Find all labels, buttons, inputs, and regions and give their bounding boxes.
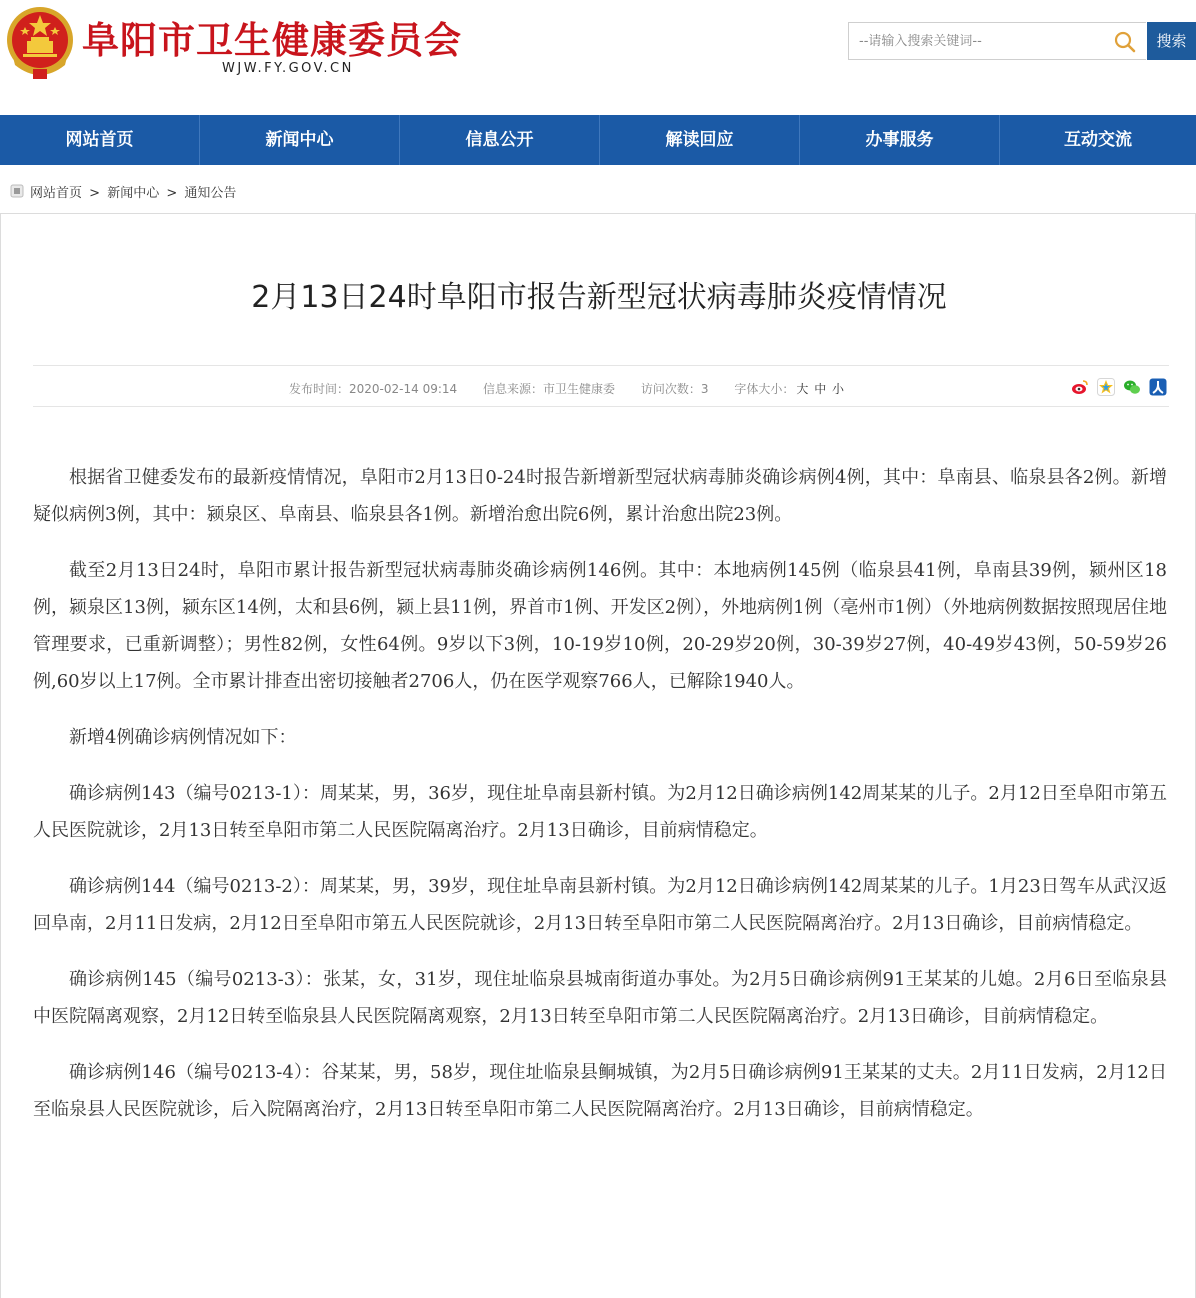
- site-header: [0, 0, 1196, 115]
- breadcrumb-separator: >: [166, 186, 178, 201]
- article-container: [0, 213, 1196, 1298]
- nav-item-news[interactable]: 新闻中心: [200, 115, 400, 165]
- article-paragraph: 确诊病例144（编号0213-2）：周某某，男，39岁，现住址阜南县新村镇。为2月12日确诊病例142周某某的儿子。1月23日驾车从武汉返回阜南，2月11日发病，2月12日至阜阳市第五人民医院就诊，2月13日转至阜阳市第二人民医院隔离治疗。2月13日确诊，目前病情稳定。: [33, 876, 1167, 934]
- breadcrumb-item-news[interactable]: 新闻中心: [107, 186, 160, 201]
- article-paragraph: 确诊病例145（编号0213-3）：张某，女，31岁，现住址临泉县城南街道办事处。为2月5日确诊病例91王某某的儿媳。2月6日至临泉县中医院隔离观察，2月12日转至临泉县人民医院隔离观察，2月13日转至阜阳市第二人民医院隔离治疗。2月13日确诊，目前病情稳定。: [33, 969, 1167, 1027]
- publish-time: 2020-02-14 09:14: [349, 382, 458, 396]
- site-domain: WJW.FY.GOV.CN: [222, 61, 354, 76]
- article-meta: [33, 365, 1169, 407]
- renren-icon[interactable]: [1149, 378, 1167, 396]
- search-input[interactable]: [849, 23, 1104, 59]
- breadcrumb-separator: >: [89, 186, 101, 201]
- breadcrumb: [0, 165, 1196, 213]
- source-label: 信息来源：: [482, 382, 543, 396]
- article-paragraph: 确诊病例146（编号0213-4）：谷某某，男，58岁，现住址临泉县鲖城镇，为2月5日确诊病例91王某某的丈夫。2月11日发病，2月12日至临泉县人民医院就诊，后入院隔离治疗，2月13日转至阜阳市第二人民医院隔离治疗。2月13日确诊，目前病情稳定。: [33, 1062, 1167, 1120]
- wechat-icon[interactable]: [1123, 378, 1141, 396]
- nav-item-interpretation[interactable]: 解读回应: [600, 115, 800, 165]
- home-icon: [10, 184, 24, 198]
- publish-time-label: 发布时间：: [289, 382, 350, 396]
- breadcrumb-item-notices[interactable]: 通知公告: [184, 186, 237, 201]
- search-box: [848, 22, 1146, 60]
- nav-item-home[interactable]: 网站首页: [0, 115, 200, 165]
- font-size-large-button[interactable]: 大: [796, 382, 809, 396]
- share-bar: [1071, 378, 1167, 396]
- site-title[interactable]: 阜阳市卫生健康委员会: [82, 18, 462, 62]
- search-icon[interactable]: [1113, 30, 1137, 54]
- font-size-medium-button[interactable]: 中: [814, 382, 827, 396]
- breadcrumb-item-home[interactable]: 网站首页: [30, 186, 83, 201]
- nav-item-services[interactable]: 办事服务: [800, 115, 1000, 165]
- main-nav: [0, 115, 1196, 165]
- visits-label: 访问次数：: [640, 382, 701, 396]
- qzone-icon[interactable]: [1097, 378, 1115, 396]
- article-paragraph: 确诊病例143（编号0213-1）：周某某，男，36岁，现住址阜南县新村镇。为2月12日确诊病例142周某某的儿子。2月12日至阜阳市第五人民医院就诊，2月13日转至阜阳市第二人民医院隔离治疗。2月13日确诊，目前病情稳定。: [33, 783, 1167, 841]
- font-size-small-button[interactable]: 小: [832, 382, 845, 396]
- article-body: [33, 459, 1167, 1147]
- font-size-label: 字体大小：: [734, 382, 795, 396]
- search-button[interactable]: 搜索: [1147, 22, 1196, 60]
- nav-item-info-disclosure[interactable]: 信息公开: [400, 115, 600, 165]
- weibo-icon[interactable]: [1071, 378, 1089, 396]
- visit-count: 3: [700, 382, 709, 396]
- article-title: 2月13日24时阜阳市报告新型冠状病毒肺炎疫情情况: [251, 280, 947, 315]
- national-emblem-icon: [5, 5, 75, 81]
- article-paragraph: 截至2月13日24时，阜阳市累计报告新型冠状病毒肺炎确诊病例146例。其中：本地病例145例（临泉县41例，阜南县39例，颍州区18例，颍泉区13例，颍东区14例，太和县6例，颍上县11例，界首市1例、开发区2例），外地病例1例（亳州市1例）（外地病例数据按照现居住地管理要求，已重新调整）；男性82例，女性64例。9岁以下3例，10-19岁10例，20-29岁20例，30-39岁27例，40-49岁43例，50-59岁26例,60岁以上17例。全市累计排查出密切接触者2706人，仍在医学观察766人，已解除1940人。: [33, 560, 1167, 692]
- source: 市卫生健康委: [543, 382, 616, 396]
- nav-item-interaction[interactable]: 互动交流: [1064, 130, 1132, 150]
- article-paragraph: 根据省卫健委发布的最新疫情情况，阜阳市2月13日0-24时报告新增新型冠状病毒肺炎确诊病例4例，其中：阜南县、临泉县各2例。新增疑似病例3例，其中：颍泉区、阜南县、临泉县各1例。新增治愈出院6例，累计治愈出院23例。: [33, 467, 1167, 525]
- article-paragraph: 新增4例确诊病例情况如下：: [69, 727, 297, 748]
- breadcrumb-trail: [30, 182, 239, 201]
